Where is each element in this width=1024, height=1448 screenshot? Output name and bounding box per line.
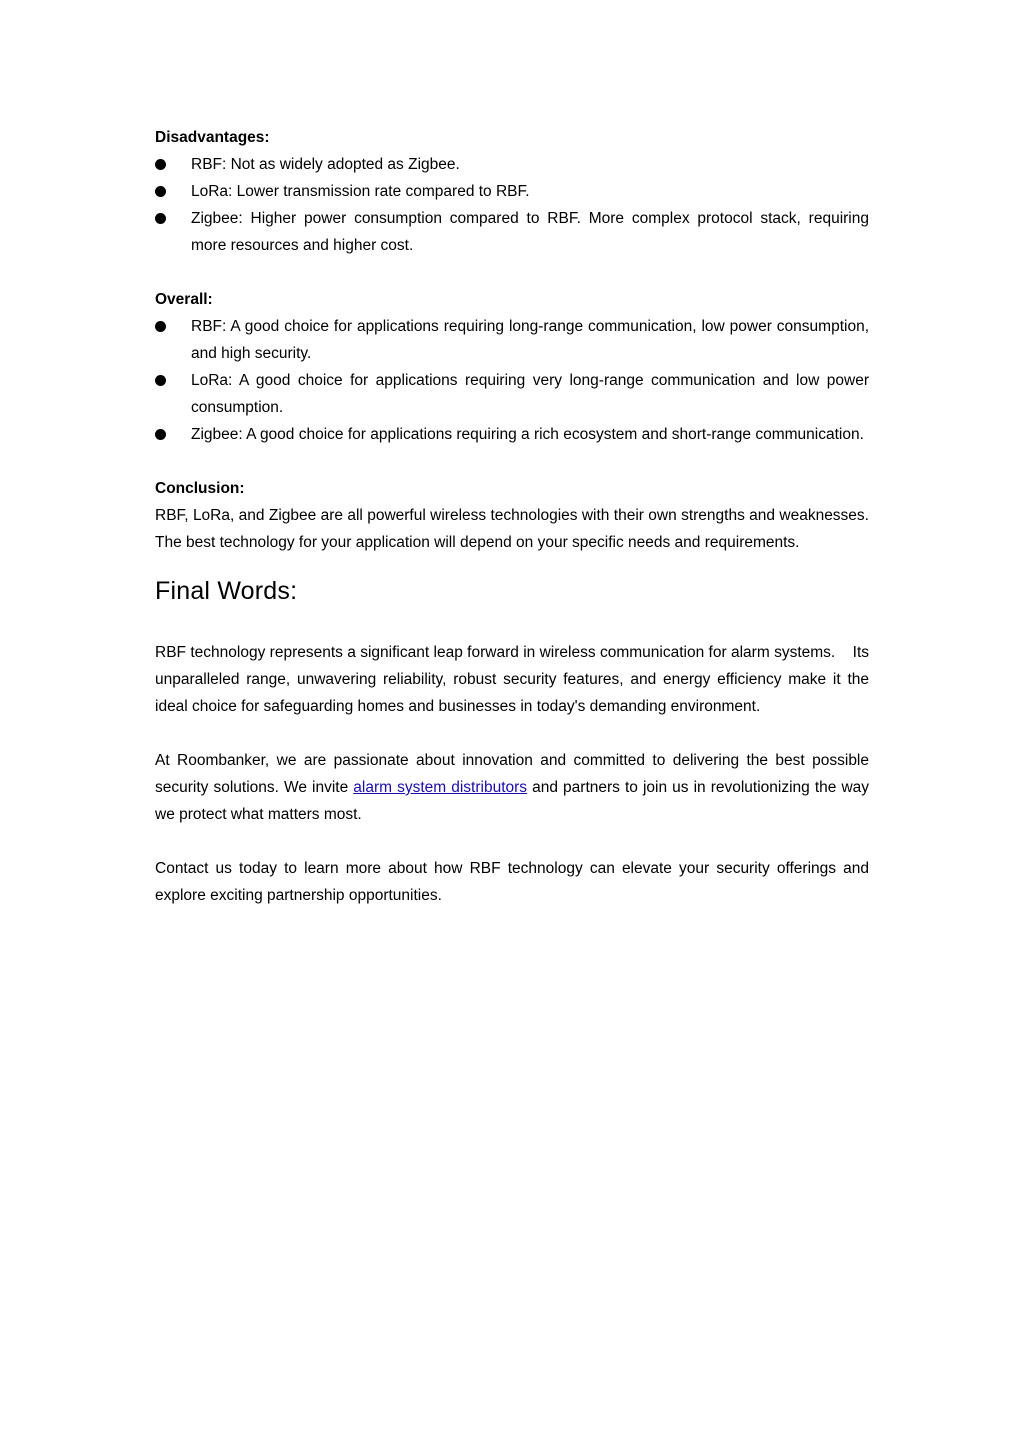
final-words-paragraph-3: Contact us today to learn more about how RBF technology can elevate your security offerings and explore exciting partnership opportunities. [155,860,869,904]
list-item [155,313,869,367]
alarm-system-distributors-link[interactable]: alarm system distributors [353,779,528,796]
list-item-text: RBF: A good choice for applications requiring long-range communication, low power consumption, and high security. [191,318,869,362]
overall-list [155,313,869,448]
list-item-text: LoRa: Lower transmission rate compared to RBF. [191,183,530,200]
list-item [155,205,869,259]
list-item [155,421,869,448]
bullet-icon [155,321,166,332]
final-words-heading: Final Words: [155,577,298,605]
bullet-icon [155,375,166,386]
paragraph-text: At Roombanker, we are passionate about innovation and committed to delivering the best possible security solutions. We invite [155,752,869,796]
bullet-icon [155,159,166,170]
disadvantages-list [155,151,869,259]
list-item-text: Zigbee: A good choice for applications requiring a rich ecosystem and short-range communication. [191,426,864,443]
disadvantages-heading: Disadvantages: [155,129,270,146]
paragraph-text: and partners to join us in revolutionizing the way we protect what matters most. [155,779,870,823]
list-item-text: Zigbee: Higher power consumption compared to RBF. More complex protocol stack, requiring more resources and higher cost. [191,210,869,254]
bullet-icon [155,213,166,224]
overall-heading: Overall: [155,291,213,308]
document-page [155,124,869,909]
list-item [155,151,869,178]
bullet-icon [155,186,166,197]
list-item [155,367,869,421]
bullet-icon [155,429,166,440]
conclusion-paragraph: RBF, LoRa, and Zigbee are all powerful wireless technologies with their own strengths and weaknesses. The best technology for your application will depend on your specific needs and requirements. [155,507,869,551]
final-words-paragraph-2 [155,747,869,828]
list-item-text: LoRa: A good choice for applications requiring very long-range communication and low power consumption. [191,372,869,416]
list-item-text: RBF: Not as widely adopted as Zigbee. [191,156,460,173]
final-words-paragraph-1: RBF technology represents a significant leap forward in wireless communication for alarm systems. Its unparalleled range, unwavering reliability, robust security features, and energy efficiency make it the ideal choice for safeguarding homes and businesses in today's demanding environment. [155,644,869,715]
list-item [155,178,869,205]
conclusion-heading: Conclusion: [155,480,245,497]
